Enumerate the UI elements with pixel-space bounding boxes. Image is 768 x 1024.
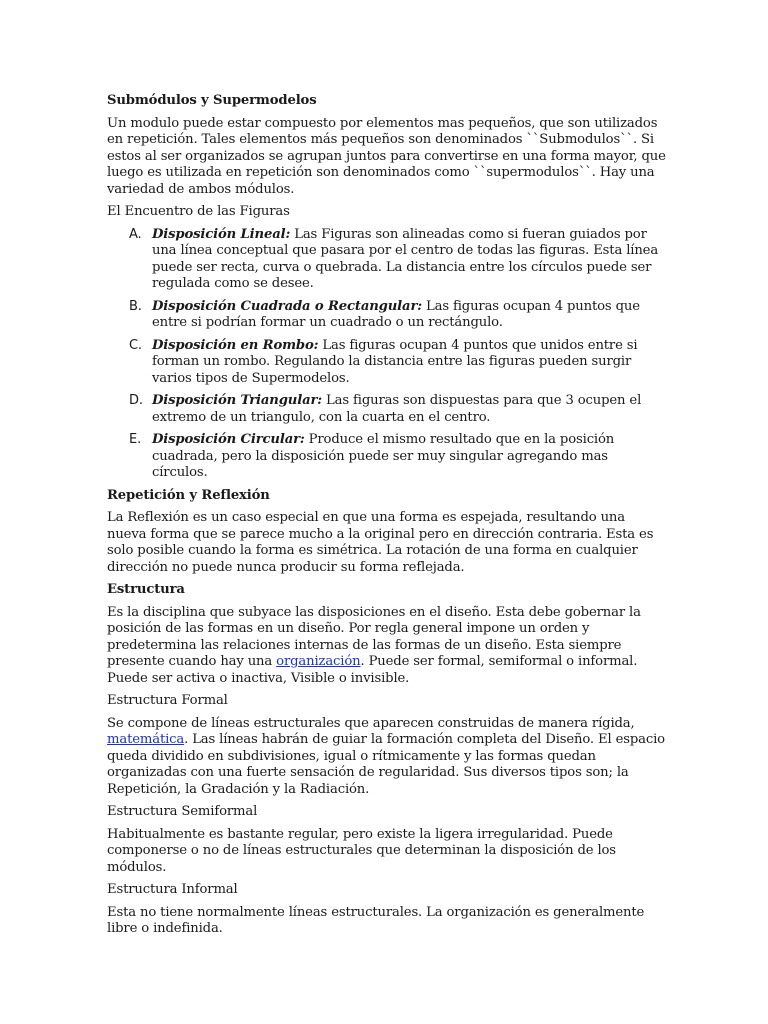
list-term: Disposición Circular: [152, 432, 305, 447]
paragraph-estructura [107, 605, 667, 688]
paragraph-informal: Esta no tiene normalmente líneas estructurales. La organización es generalmente libre o indefinida. [107, 904, 645, 936]
paragraph-submodulos: Un modulo puede estar compuesto por elementos mas pequeños, que son utilizados en repetición. Tales elementos más pequeños son denominados ``Submodulos``. Si estos al ser organizados se agrupan juntos para convertirse en una forma mayor, que luego es utilizada en repetición son denominados como ``supermodulos``. Hay una variedad de ambos módulos. [107, 115, 666, 197]
text-segment: Se compone de líneas estructurales que aparecen construidas de manera rígida, [107, 715, 635, 731]
section-title-informal: Estructura Informal [107, 882, 238, 897]
section-title-estructura: Estructura [107, 582, 185, 597]
list-term: Disposición Lineal: [152, 226, 291, 242]
paragraph-semiformal: Habitualmente es bastante regular, pero existe la ligera irregularidad. Puede componerse o no de líneas estructurales que determinan la disposición de los módulos. [107, 826, 616, 875]
list-text: Produce el mismo resultado que en la posición cuadrada, pero la disposición puede ser muy singular agregando mas círculos. [152, 432, 615, 480]
paragraph-reflexion: La Reflexión es un caso especial en que una forma es espejada, resultando una nueva forma que se parece mucho a la original pero en dirección contraria. Esta es solo posible cuando la forma es simétrica. La rotación de una forma en cualquier dirección no puede nunca producir su forma reflejada. [107, 510, 654, 575]
list-marker: D. [129, 393, 143, 408]
list-item [107, 338, 667, 388]
section-title-semiformal: Estructura Semiformal [107, 804, 258, 819]
list-marker: C. [129, 337, 142, 353]
link-matematica[interactable]: matemática [107, 732, 185, 747]
text-segment: . Las líneas habrán de guiar la formación completa del Diseño. El espacio queda dividido en subdivisiones, igual o rítmicamente y las formas quedan organizadas con una fuerte sensación de regularidad. Sus diversos tipos son; la Repetición, la Gradación y la Radiación. [107, 732, 665, 797]
section-title-encuentro: El Encuentro de las Figuras [107, 204, 290, 219]
link-organizacion[interactable]: organización [276, 654, 361, 669]
list-item [107, 393, 667, 426]
document-page [107, 93, 667, 944]
list-text: Las Figuras son alineadas como si fueran guiados por una línea conceptual que pasara por el centro de todas las figuras. Esta línea puede ser recta, curva o quebrada. La distancia entre los círculos puede ser regulada como se desee. [152, 226, 659, 291]
section-title-formal: Estructura Formal [107, 693, 228, 708]
section-title-submodulos: Submódulos y Supermodelos [107, 93, 317, 108]
list-text: Las figuras ocupan 4 puntos que entre si podrían formar un cuadrado o un rectángulo. [152, 298, 640, 330]
list-text: Las figuras son dispuestas para que 3 ocupen el extremo de un triangulo, con la cuarta en el centro. [152, 393, 642, 425]
list-item [107, 432, 667, 482]
text-segment: . Puede ser formal, semiformal o informal. Puede ser activa o inactiva, Visible o invisible. [107, 654, 638, 686]
list-marker: A. [129, 226, 142, 242]
list-text: Las figuras ocupan 4 puntos que unidos entre si forman un rombo. Regulando la distancia entre las figuras pueden surgir varios tipos de Supermodelos. [152, 337, 638, 386]
figure-arrangement-list [107, 227, 667, 482]
list-item [107, 227, 667, 293]
paragraph-formal [107, 716, 667, 799]
list-item [107, 299, 667, 332]
list-term: Disposición en Rombo: [152, 337, 319, 353]
section-title-reflexion: Repetición y Reflexión [107, 487, 270, 503]
list-term: Disposición Cuadrada o Rectangular: [152, 298, 422, 314]
text-segment: Es la disciplina que subyace las disposiciones en el diseño. Esta debe gobernar la posición de las formas en un diseño. Por regla general impone un orden y predetermina las relaciones internas de las formas de un diseño. Esta siempre presente cuando hay una [107, 604, 641, 669]
list-marker: E. [129, 432, 142, 447]
list-marker: B. [129, 298, 142, 314]
list-term: Disposición Triangular: [152, 393, 323, 408]
